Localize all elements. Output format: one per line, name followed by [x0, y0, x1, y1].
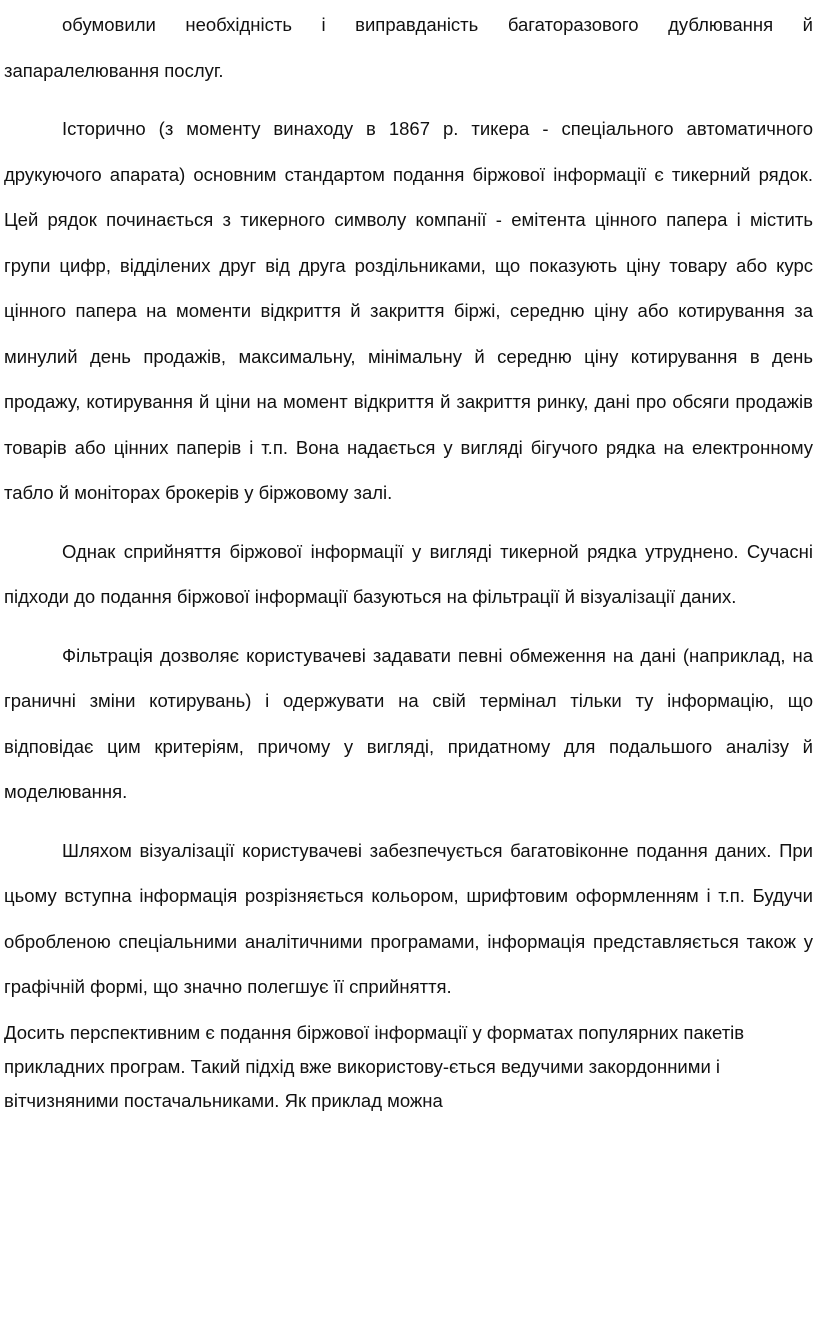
paragraph-filtering: Фільтрація дозволяє користувачеві задавати певні обмеження на дані (наприклад, на граничні зміни котирувань) і одержувати на свій термінал тільки ту інформацію, що відповідає цим критеріям, причому у вигляді, придатному для подальшого аналізу й моделювання. [4, 644, 813, 802]
paragraph-continuation: обумовили необхідність і виправданість багаторазового дублювання й запаралелювання послуг. [4, 14, 813, 81]
paragraph-formats: Досить перспективним є подання біржової інформації у форматах популярних пакетів прикладних програм. Такий підхід вже використову-ється ведучими закордонними і вітчизняними постачальниками. Як приклад можна [4, 1021, 745, 1111]
paragraph-perception: Однак сприйняття біржової інформації у вигляді тикерной рядка утруднено. Сучасні підходи до подання біржової інформації базуються на фільтрації й візуалізації даних. [4, 540, 813, 607]
paragraph-visualization: Шляхом візуалізації користувачеві забезпечується багатовіконне подання даних. При цьому вступна інформація розрізняється кольором, шрифтовим оформленням і т.п. Будучи обробленою спеціальними аналітичними програмами, інформація представляється також у графічній формі, що значно полегшує її сприйняття. [4, 839, 813, 997]
paragraph-ticker-history: Історично (з моменту винаходу в 1867 р. тикера - спеціального автоматичного друкуючого апарата) основним стандартом подання біржової інформації є тикерний рядок. Цей рядок починається з тикерного символу компанії - емітента цінного папера і містить групи цифр, відділених друг від друга роздільниками, що показують ціну товару або курс цінного папера на моменти відкриття й закриття біржі, середню ціну або котирування за минулий день продажів, максимальну, мінімальну й середню ціну котирування в день продажу, котирування й ціни на момент відкриття й закриття ринку, дані про обсяги продажів товарів або цінних паперів і т.п. Вона надається у вигляді бігучого рядка на електронному табло й моніторах брокерів у біржовому залі. [4, 118, 813, 503]
